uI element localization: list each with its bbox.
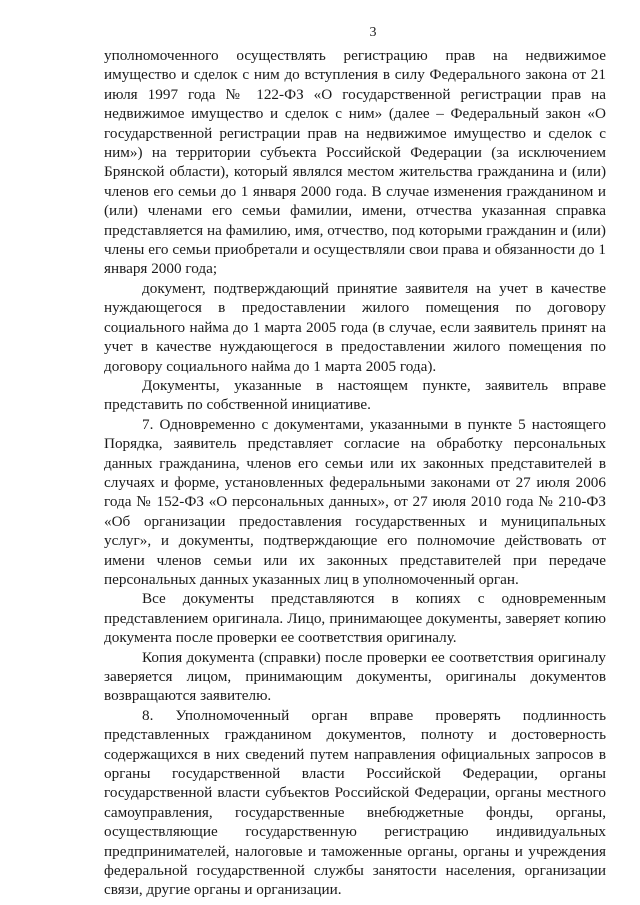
paragraph-own-initiative: Документы, указанные в настоящем пункте, заявитель вправе представить по собственной инициативе.: [104, 376, 606, 414]
paragraph-copies: Все документы представляются в копиях с одновременным представлением оригинала. Лицо, принимающее документы, заверяет копию документа после проверки ее соответствия оригиналу.: [104, 590, 606, 647]
paragraph-document-accounting: документ, подтверждающий принятие заявителя на учет в качестве нуждающегося в предоставлении жилого помещения по договору социального найма до 1 марта 2005 года (в случае, если заявитель принят на учет в качестве нуждающегося в предоставлении жилого помещения по договору социального найма до 1 марта 2005 года).: [104, 279, 606, 375]
page-number: 3: [369, 25, 377, 40]
paragraph-continuation: уполномоченного осуществлять регистрацию прав на недвижимое имущество и сделок с ним до вступления в силу Федерального закона от 21 июля 1997 года № 122-ФЗ «О государственной регистрации прав на недвижимое имущество и сделок с ним» (далее – Федеральный закон «О государственной регистрации прав на недвижимое имущество и сделок с ним») на территории субъекта Российской Федерации (за исключением Брянской области), который являлся местом жительства гражданина и (или) членов его семьи до 1 января 2000 года. В случае изменения гражданином и (или) членами его семьи фамилии, имени, отчества указанная справка представляется на фамилию, имя, отчество, под которыми гражданин и (или) члены его семьи приобретали и осуществляли свои права и обязанности до 1 января 2000 года;: [104, 47, 606, 278]
paragraph-item-7: 7. Одновременно с документами, указанными в пункте 5 настоящего Порядка, заявитель представляет согласие на обработку персональных данных гражданина, членов его семьи или их законных представителей в случаях и форме, установленных федеральными законами от 27 июля 2006 года № 152-ФЗ «О персональных данных», от 27 июля 2010 года № 210-ФЗ «Об организации предоставления государственных и муниципальных услуг», и документы, подтверждающие его полномочие действовать от имени членов семьи или их законных представителей при передаче персональных данных указанных лиц в уполномоченный орган.: [104, 415, 606, 588]
paragraph-certification: Копия документа (справки) после проверки ее соответствия оригиналу заверяется лицом, принимающим документы, оригиналы документов возвращаются заявителю.: [104, 648, 606, 705]
paragraph-item-8: 8. Уполномоченный орган вправе проверять подлинность представленных гражданином документов, полноту и достоверность содержащихся в них сведений путем направления официальных запросов в органы государственной власти Российской Федерации, органы государственной власти субъектов Российской Федерации, органы местного самоуправления, государственные внебюджетные фонды, органы, осуществляющие государственную регистрацию индивидуальных предпринимателей, налоговые и таможенные органы, органы и учреждения федеральной государственной службы занятости населения, организации связи, другие органы и организации.: [104, 706, 606, 899]
